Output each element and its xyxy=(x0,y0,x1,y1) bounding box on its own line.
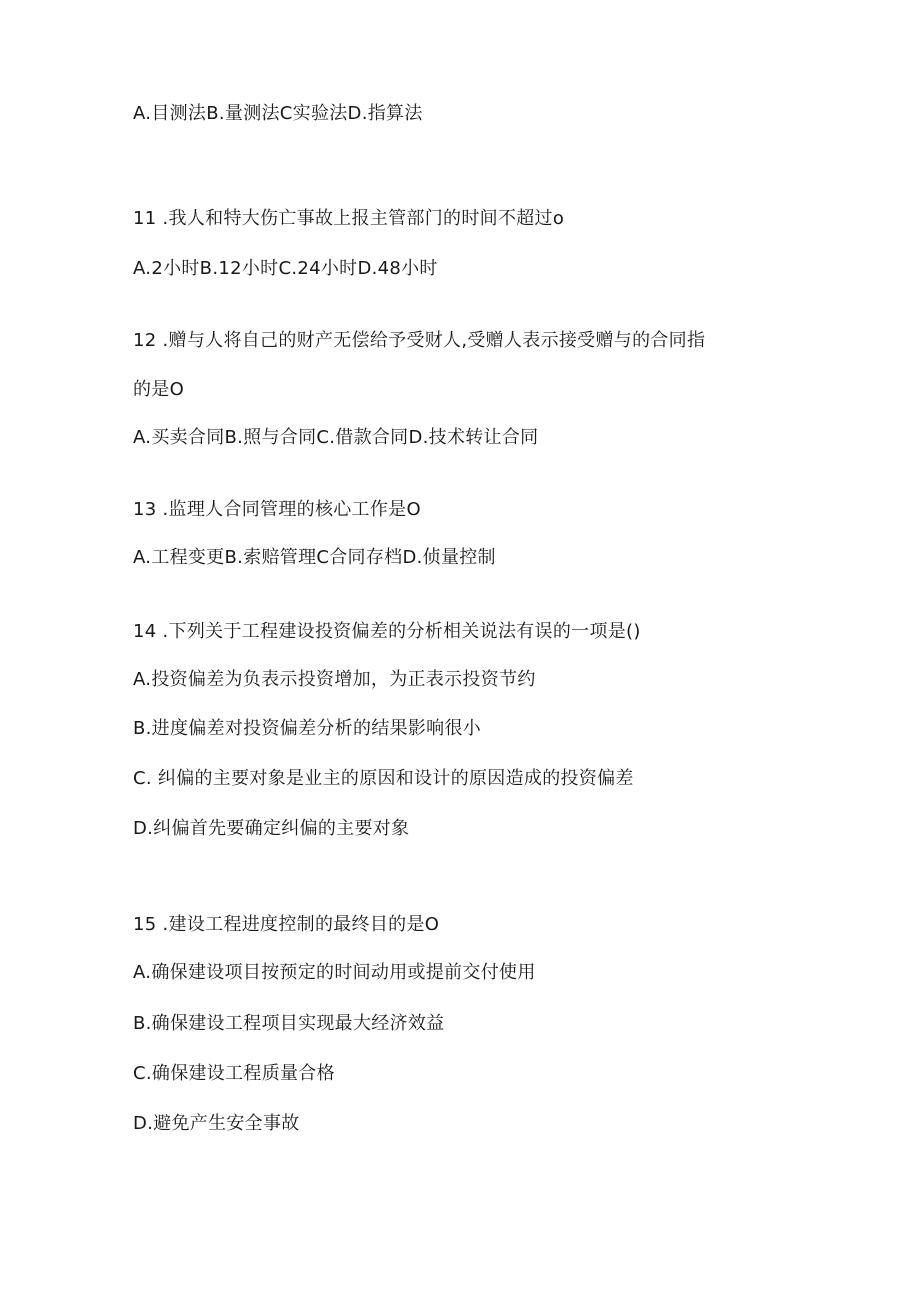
q11-options: A.2小时B.12小时C.24小时D.48小时 xyxy=(133,258,438,279)
q14-option-a: A.投资偏差为负表示投资增加，为正表示投资节约 xyxy=(133,669,536,690)
q15-option-c: C.确保建设工程质量合格 xyxy=(133,1063,335,1084)
q13-options: A.工程变更B.索赔管理C合同存档D.侦量控制 xyxy=(133,547,496,568)
q12-options: A.买卖合同B.照与合同C.借款合同D.技术转让合同 xyxy=(133,427,539,448)
q11-question: 11 .我人和特大伤亡事故上报主管部门的时间不超过o xyxy=(133,208,565,229)
q14-option-c: C. 纠偏的主要对象是业主的原因和设计的原因造成的投资偏差 xyxy=(133,768,634,789)
q15-option-a: A.确保建设项目按预定的时间动用或提前交付使用 xyxy=(133,962,536,983)
q12-question-line2: 的是O xyxy=(133,379,185,400)
q12-question-line1: 12 .赠与人将自己的财产无偿给予受财人,受赠人表示接受赠与的合同指 xyxy=(133,330,706,351)
q14-option-d: D.纠偏首先要确定纠偏的主要对象 xyxy=(133,818,410,839)
q13-question: 13 .监理人合同管理的核心工作是O xyxy=(133,499,421,520)
q15-option-d: D.避免产生安全事故 xyxy=(133,1113,300,1134)
q14-option-b: B.进度偏差对投资偏差分析的结果影响很小 xyxy=(133,718,482,739)
q14-question: 14 .下列关于工程建设投资偏差的分析相关说法有误的一项是() xyxy=(133,621,641,642)
q15-option-b: B.确保建设工程项目实现最大经济效益 xyxy=(133,1013,445,1034)
q10-options: A.目测法B.量测法C实验法D.指算法 xyxy=(133,103,423,124)
q15-question: 15 .建设工程进度控制的最终目的是O xyxy=(133,914,440,935)
